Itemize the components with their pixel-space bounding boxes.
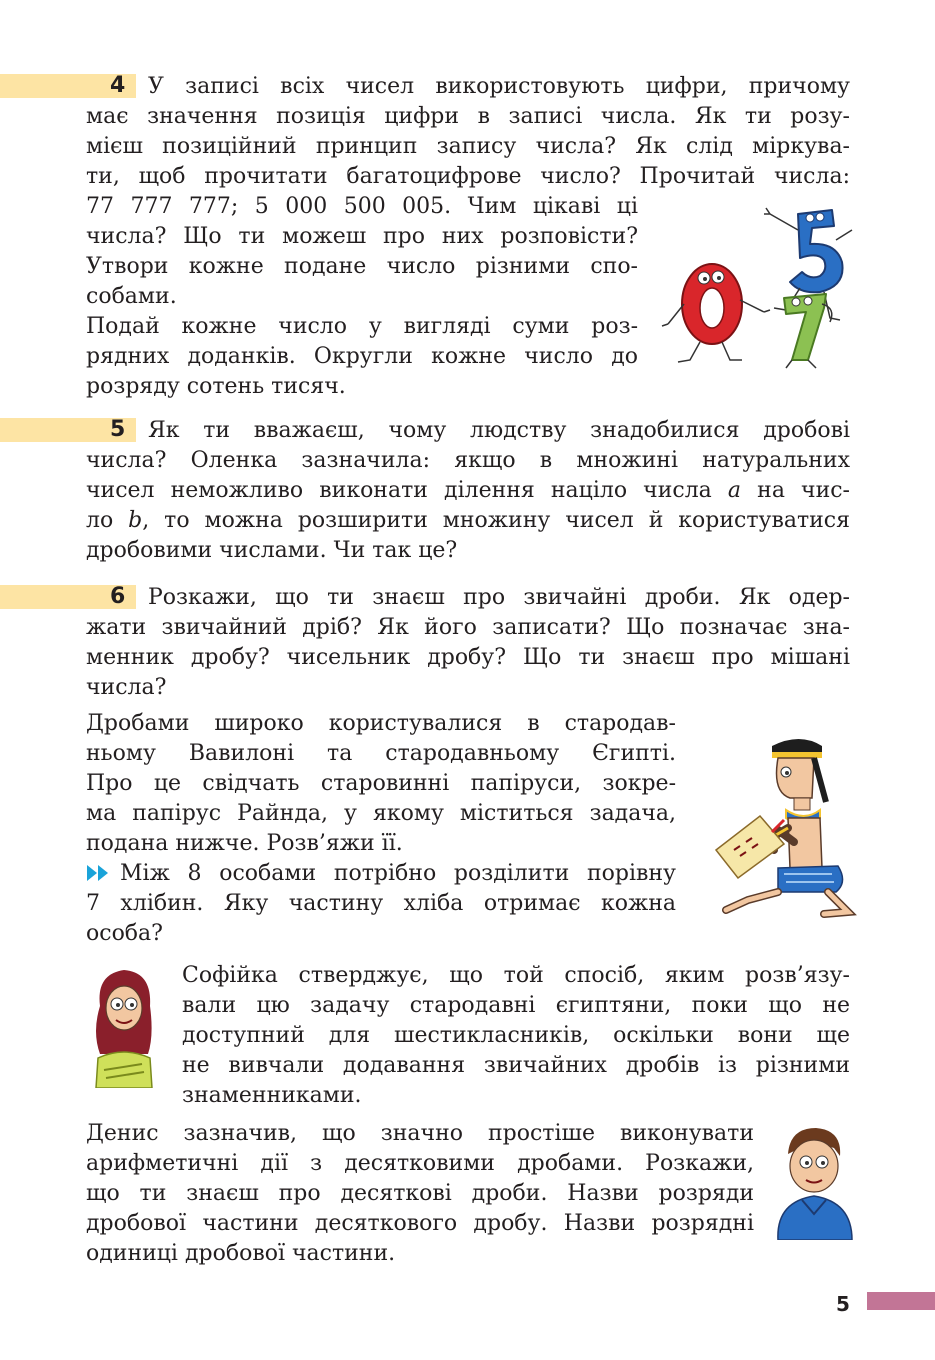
page-number: 5: [836, 1292, 850, 1316]
variable-a: a: [727, 478, 742, 503]
task-4-line-2: має значення позиція цифри в записі числа. Як ти розу-: [86, 104, 850, 129]
sofia-line-4: не вивчали додавання звичайних дробів із різними: [182, 1053, 850, 1078]
task-6-line-4: числа?: [86, 675, 167, 700]
task-6-line-2: жати звичайний дріб? Як його записати? Що позначає зна-: [86, 615, 850, 640]
task-4-line-9: Подай кожне число у вигляді суми роз-: [86, 314, 638, 339]
sofia-line-5: знаменниками.: [182, 1083, 362, 1108]
task-5-line-3-text: чисел неможливо виконати ділення націло числа: [86, 478, 712, 503]
egypt-line-2: ньому Вавилоні та стародавньому Єгипті.: [86, 741, 676, 766]
egyptian-scribe-icon: [708, 732, 858, 922]
task-4-line-3: мієш позиційний принцип запису числа? Як слід міркува-: [86, 134, 850, 159]
cartoon-digits-0-5-7-icon: [660, 200, 860, 370]
task-4-line-6: числа? Що ти можеш про них розповісти?: [86, 224, 638, 249]
task-4-line-4: ти, щоб прочитати багатоцифрове число? Прочитай числа:: [86, 164, 850, 189]
task-4-line-5: 77 777 777; 5 000 500 005. Чим цікаві ці: [86, 194, 638, 219]
task-5-number: 5: [110, 417, 126, 442]
double-arrow-icon: [86, 864, 110, 882]
task-4-line-7: Утвори кожне подане число різними спо-: [86, 254, 638, 279]
page-color-bar: [867, 1292, 935, 1310]
task-5-line-4: [86, 506, 850, 536]
task-6-number: 6: [110, 584, 126, 609]
egypt-task-line-1: Між 8 особами потрібно розділити порівну: [120, 861, 676, 886]
task-4-line-1: У записі всіх чисел використовують цифри, причому: [148, 74, 850, 99]
task-5-line-4-start: ло: [86, 508, 114, 533]
task-5-line-1: Як ти вважаєш, чому людству знадобилися дробові: [148, 418, 850, 443]
sofia-line-1: Софійка стверджує, що той спосіб, яким розв’язу-: [182, 963, 850, 988]
egypt-line-5: подана нижче. Розв’яжи її.: [86, 831, 403, 856]
task-4-line-10: рядних доданків. Округли кожне число до: [86, 344, 638, 369]
task-4-number: 4: [110, 73, 126, 98]
egypt-line-3: Про це свідчать старовинні папіруси, зокре-: [86, 771, 676, 796]
variable-b: b: [128, 508, 143, 533]
denys-line-1: Денис зазначив, що значно простіше виконувати: [86, 1121, 754, 1146]
denys-line-3: що ти знаєш про десяткові дроби. Назви розряди: [86, 1181, 754, 1206]
sofia-line-2: вали цю задачу стародавні єгиптяни, поки що не: [182, 993, 850, 1018]
task-5-line-3: [86, 476, 850, 506]
egypt-task-line-3: особа?: [86, 921, 163, 946]
denys-line-5: одиниці дробової частини.: [86, 1241, 396, 1266]
egypt-task-line-2: 7 хлібин. Яку частину хліба отримає кожна: [86, 891, 676, 916]
task-5-line-2: числа? Оленка зазначила: якщо в множині натуральних: [86, 448, 850, 473]
boy-denys-icon: [772, 1122, 856, 1240]
denys-line-2: арифметичні дії з десятковими дробами. Розкажи,: [86, 1151, 754, 1176]
denys-line-4: дробової частини десяткового дробу. Назви розрядні: [86, 1211, 754, 1236]
task-6-line-1: Розкажи, що ти знаєш про звичайні дроби. Як одер-: [148, 585, 850, 610]
task-5-line-4-text: , то можна розширити множину чисел й користуватися: [142, 508, 850, 533]
task-5-line-3-end: на чис-: [757, 478, 850, 503]
task-4-line-11: розряду сотень тисяч.: [86, 374, 346, 399]
task-5-line-5: дробовими числами. Чи так це?: [86, 538, 458, 563]
girl-sofia-icon: [90, 966, 158, 1088]
sofia-line-3: доступний для шестикласників, оскільки вони ще: [182, 1023, 850, 1048]
egypt-line-4: ма папірус Райнда, у якому міститься задача,: [86, 801, 676, 826]
task-6-line-3: менник дробу? чисельник дробу? Що ти знаєш про мішані: [86, 645, 850, 670]
egypt-line-1: Дробами широко користувалися в стародав-: [86, 711, 676, 736]
task-4-line-8: собами.: [86, 284, 177, 309]
